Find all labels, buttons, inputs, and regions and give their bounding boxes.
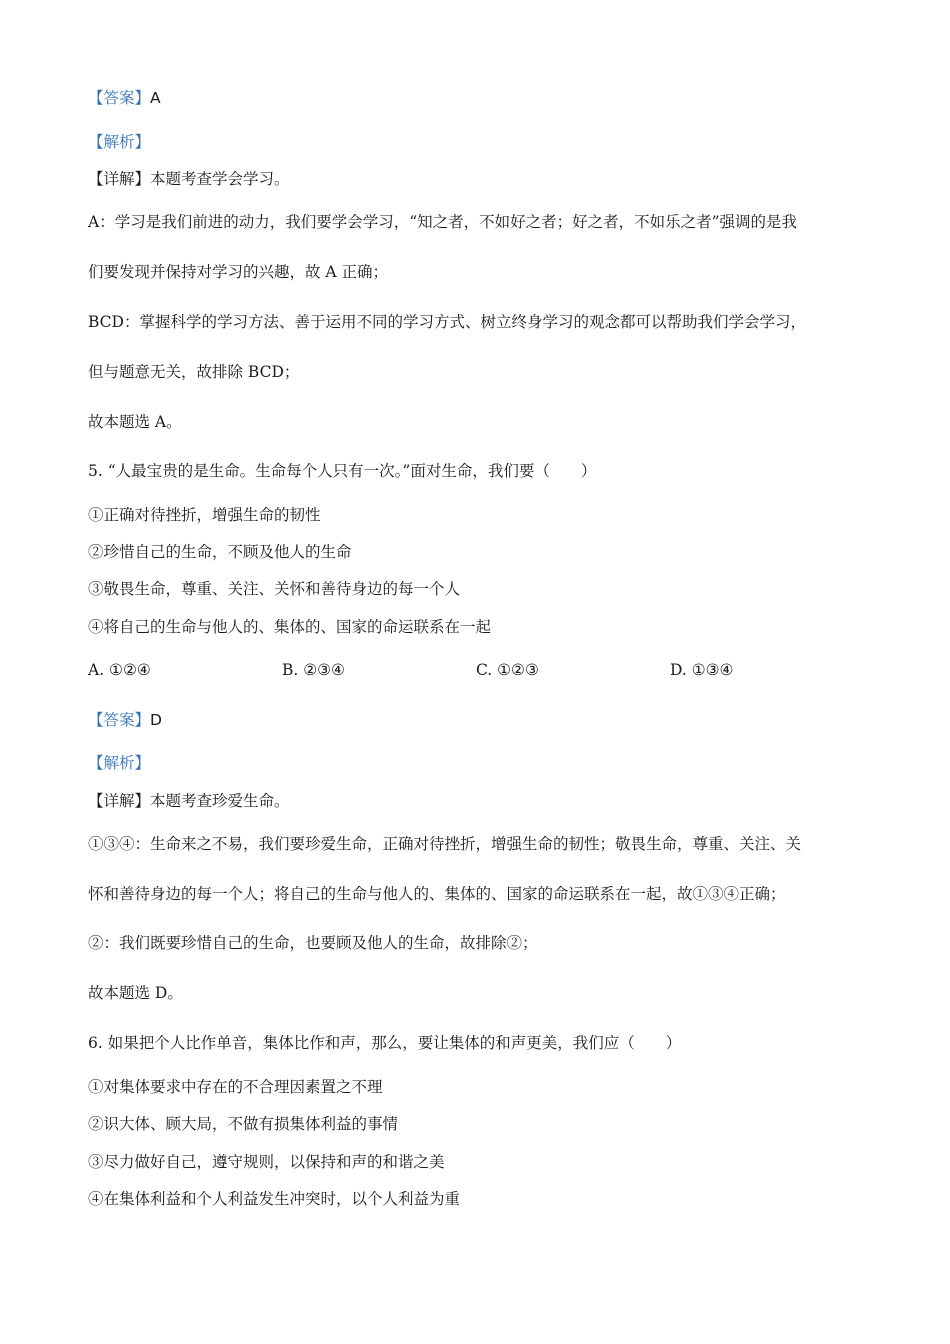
analysis-label: 【解析】 <box>88 133 151 151</box>
explanation-line: 怀和善待身边的每一个人；将自己的生命与他人的、集体的、国家的命运联系在一起，故①③④正确； <box>88 885 786 903</box>
statement-item: ①对集体要求中存在的不合理因素置之不理 <box>88 1078 383 1096</box>
explanation-line: 但与题意无关，故排除 BCD； <box>88 363 300 381</box>
answer-value: A <box>150 89 161 107</box>
explanation-line: 故本题选 D。 <box>88 984 183 1002</box>
detail-line: 【详解】本题考查珍爱生命。 <box>88 792 290 810</box>
question-stem: 5. “人最宝贵的是生命。生命每个人只有一次。”面对生命，我们要（ ） <box>88 462 597 480</box>
statement-item: ④将自己的生命与他人的、集体的、国家的命运联系在一起 <box>88 618 492 636</box>
statement-item: ②识大体、顾大局，不做有损集体利益的事情 <box>88 1115 399 1133</box>
statement-item: ④在集体利益和个人利益发生冲突时，以个人利益为重 <box>88 1190 461 1208</box>
detail-line: 【详解】本题考查学会学习。 <box>88 170 290 188</box>
explanation-line: 们要发现并保持对学习的兴趣，故 A 正确； <box>88 263 389 281</box>
answer-label: 【答案】 <box>88 89 151 107</box>
explanation-line: BCD：掌握科学的学习方法、善于运用不同的学习方式、树立终身学习的观念都可以帮助我们学会学习， <box>88 313 806 331</box>
explanation-line: ①③④：生命来之不易，我们要珍爱生命，正确对待挫折，增强生命的韧性；敬畏生命，尊重、关注、关 <box>88 835 802 853</box>
explanation-line: 故本题选 A。 <box>88 413 182 431</box>
question-stem: 6. 如果把个人比作单音，集体比作和声，那么，要让集体的和声更美，我们应（ ） <box>88 1034 682 1052</box>
analysis-label: 【解析】 <box>88 754 151 772</box>
answer-value: D <box>150 711 162 729</box>
statement-item: ③敬畏生命，尊重、关注、关怀和善待身边的每一个人 <box>88 580 461 598</box>
option-b: B. ②③④ <box>282 661 345 679</box>
option-d: D. ①③④ <box>670 661 734 679</box>
statement-item: ②珍惜自己的生命，不顾及他人的生命 <box>88 543 352 561</box>
answer-label: 【答案】 <box>88 711 151 729</box>
statement-item: ③尽力做好自己，遵守规则，以保持和声的和谐之美 <box>88 1153 445 1171</box>
answer-line-q4 <box>88 87 161 109</box>
explanation-line: A：学习是我们前进的动力，我们要学会学习，“知之者，不如好之者；好之者，不如乐之者”强调的是我 <box>88 213 798 231</box>
statement-item: ①正确对待挫折，增强生命的韧性 <box>88 506 321 524</box>
option-c: C. ①②③ <box>476 661 539 679</box>
option-a: A. ①②④ <box>88 661 151 679</box>
answer-line-q5 <box>88 709 162 731</box>
explanation-line: ②：我们既要珍惜自己的生命，也要顾及他人的生命，故排除②； <box>88 934 538 952</box>
